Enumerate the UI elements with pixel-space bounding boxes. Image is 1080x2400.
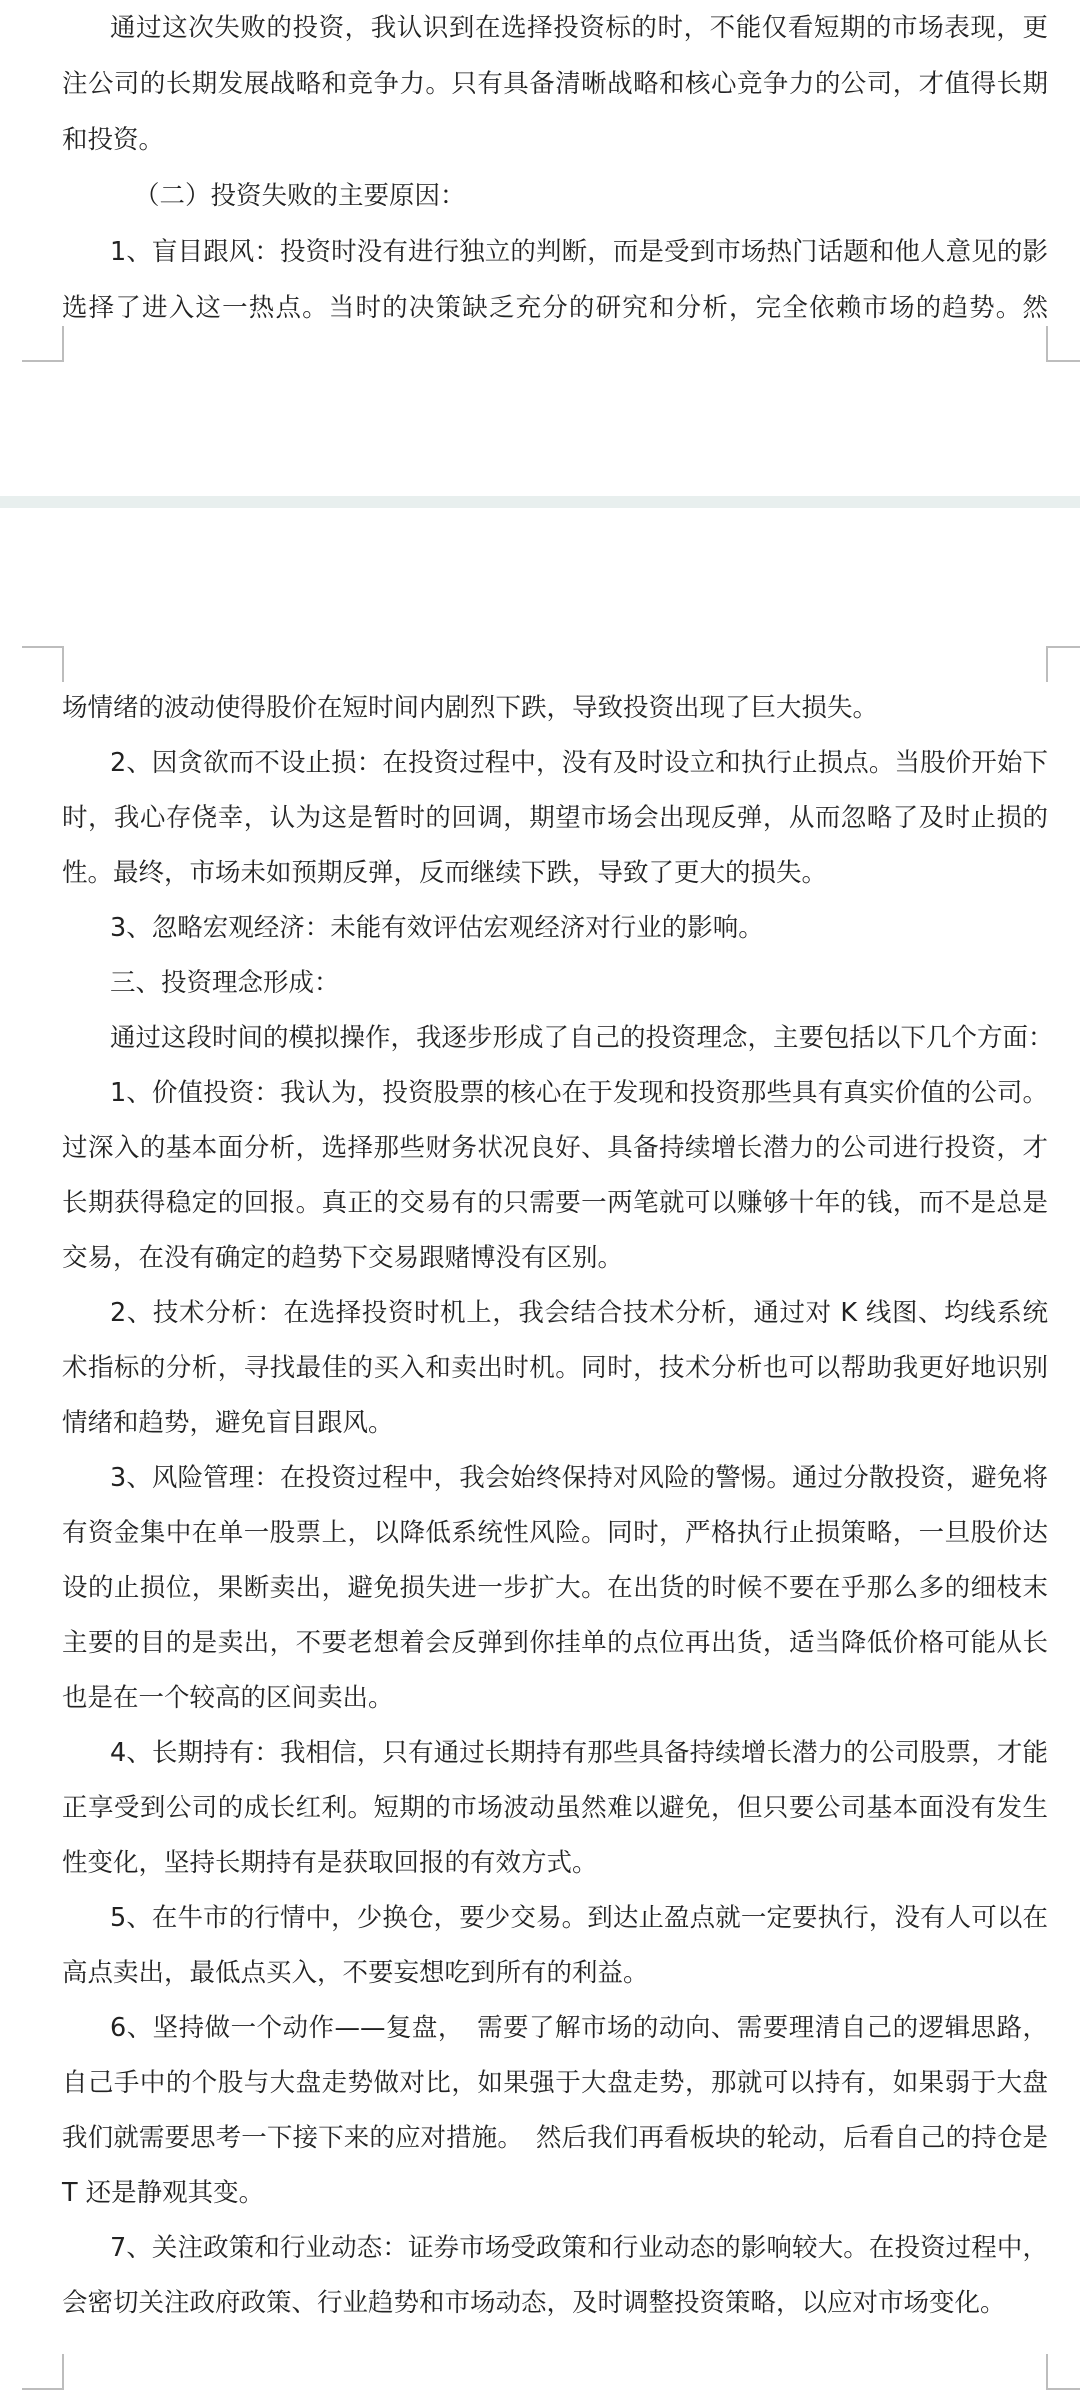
paragraph-line: 性变化，坚持长期持有是获取回报的有效方式。 bbox=[62, 1848, 598, 1878]
paragraph-line: 1、价值投资：我认为，投资股票的核心在于发现和投资那些具有真实价值的公司。 bbox=[110, 1078, 1048, 1108]
paragraph-line: 情绪和趋势，避免盲目跟风。 bbox=[62, 1408, 394, 1438]
paragraph-line: 正享受到公司的成长红利。短期的市场波动虽然难以避免，但只要公司基本面没有发生 bbox=[62, 1793, 1048, 1823]
document-page-1 bbox=[0, 0, 1080, 496]
paragraph-line: 设的止损位，果断卖出，避免损失进一步扩大。在出货的时候不要在乎那么多的细枝末 bbox=[62, 1573, 1048, 1603]
crop-mark-bottom-right bbox=[1046, 2354, 1080, 2390]
paragraph-line: 和投资。 bbox=[62, 125, 165, 155]
document-page-2 bbox=[0, 508, 1080, 2400]
paragraph-line: 注公司的长期发展战略和竞争力。只有具备清晰战略和核心竞争力的公司，才值得长期 bbox=[62, 69, 1048, 99]
paragraph-line: 2、技术分析：在选择投资时机上，我会结合技术分析，通过对 K 线图、均线系统 bbox=[110, 1298, 1048, 1328]
paragraph-line: 术指标的分析，寻找最佳的买入和卖出时机。同时，技术分析也可以帮助我更好地识别 bbox=[62, 1353, 1048, 1383]
paragraph-line: 长期获得稳定的回报。真正的交易有的只需要一两笔就可以赚够十年的钱，而不是总是 bbox=[62, 1188, 1048, 1218]
paragraph-line: 4、长期持有：我相信，只有通过长期持有那些具备持续增长潜力的公司股票，才能 bbox=[110, 1738, 1048, 1768]
page-separator bbox=[0, 496, 1080, 508]
paragraph-line: 选择了进入这一热点。当时的决策缺乏充分的研究和分析，完全依赖市场的趋势。然 bbox=[62, 293, 1048, 323]
section-heading: 三、投资理念形成： bbox=[110, 968, 340, 998]
crop-mark-bottom-left bbox=[22, 326, 64, 362]
paragraph-line: 自己手中的个股与大盘走势做对比，如果强于大盘走势，那就可以持有，如果弱于大盘 bbox=[62, 2068, 1048, 2098]
paragraph-line: 7、关注政策和行业动态：证券市场受政策和行业动态的影响较大。在投资过程中， bbox=[110, 2233, 1048, 2263]
paragraph-line: T 还是静观其变。 bbox=[62, 2178, 265, 2208]
paragraph-line: 有资金集中在单一股票上，以降低系统性风险。同时，严格执行止损策略，一旦股价达 bbox=[62, 1518, 1048, 1548]
paragraph-line: 1、盲目跟风：投资时没有进行独立的判断，而是受到市场热门话题和他人意见的影 bbox=[110, 237, 1048, 267]
paragraph-line: 5、在牛市的行情中，少换仓，要少交易。到达止盈点就一定要执行，没有人可以在 bbox=[110, 1903, 1048, 1933]
crop-mark-top-right bbox=[1046, 646, 1080, 682]
paragraph-line: 我们就需要思考一下接下来的应对措施。 然后我们再看板块的轮动，后看自己的持仓是 bbox=[62, 2123, 1048, 2153]
paragraph-line: 会密切关注政府政策、行业趋势和市场动态，及时调整投资策略，以应对市场变化。 bbox=[62, 2288, 1006, 2318]
paragraph-line: 主要的目的是卖出，不要老想着会反弹到你挂单的点位再出货，适当降低价格可能从长 bbox=[62, 1628, 1048, 1658]
paragraph-line: 2、因贪欲而不设止损：在投资过程中，没有及时设立和执行止损点。当股价开始下 bbox=[110, 748, 1048, 778]
paragraph-line: 3、风险管理：在投资过程中，我会始终保持对风险的警惕。通过分散投资，避免将 bbox=[110, 1463, 1048, 1493]
paragraph-line: 通过这次失败的投资，我认识到在选择投资标的时，不能仅看短期的市场表现，更 bbox=[110, 13, 1048, 43]
paragraph-line: 高点卖出，最低点买入，不要妄想吃到所有的利益。 bbox=[62, 1958, 649, 1988]
paragraph-line: 6、坚持做一个动作——复盘， 需要了解市场的动向、需要理清自己的逻辑思路， bbox=[110, 2013, 1048, 2043]
paragraph-line: 过深入的基本面分析，选择那些财务状况良好、具备持续增长潜力的公司进行投资，才 bbox=[62, 1133, 1048, 1163]
paragraph-line: 场情绪的波动使得股价在短时间内剧烈下跌，导致投资出现了巨大损失。 bbox=[62, 693, 879, 723]
paragraph-line: 3、忽略宏观经济：未能有效评估宏观经济对行业的影响。 bbox=[110, 913, 764, 943]
paragraph-line: 也是在一个较高的区间卖出。 bbox=[62, 1683, 394, 1713]
paragraph-line: 通过这段时间的模拟操作，我逐步形成了自己的投资理念，主要包括以下几个方面： bbox=[110, 1023, 1054, 1053]
section-heading: （二）投资失败的主要原因： bbox=[134, 181, 466, 211]
paragraph-line: 时，我心存侥幸，认为这是暂时的回调，期望市场会出现反弹，从而忽略了及时止损的 bbox=[62, 803, 1048, 833]
paragraph-line: 交易，在没有确定的趋势下交易跟赌博没有区别。 bbox=[62, 1243, 624, 1273]
crop-mark-bottom-left bbox=[22, 2354, 64, 2390]
paragraph-line: 性。最终，市场未如预期反弹，反而继续下跌，导致了更大的损失。 bbox=[62, 858, 828, 888]
crop-mark-top-left bbox=[22, 646, 64, 682]
crop-mark-bottom-right bbox=[1046, 326, 1080, 362]
